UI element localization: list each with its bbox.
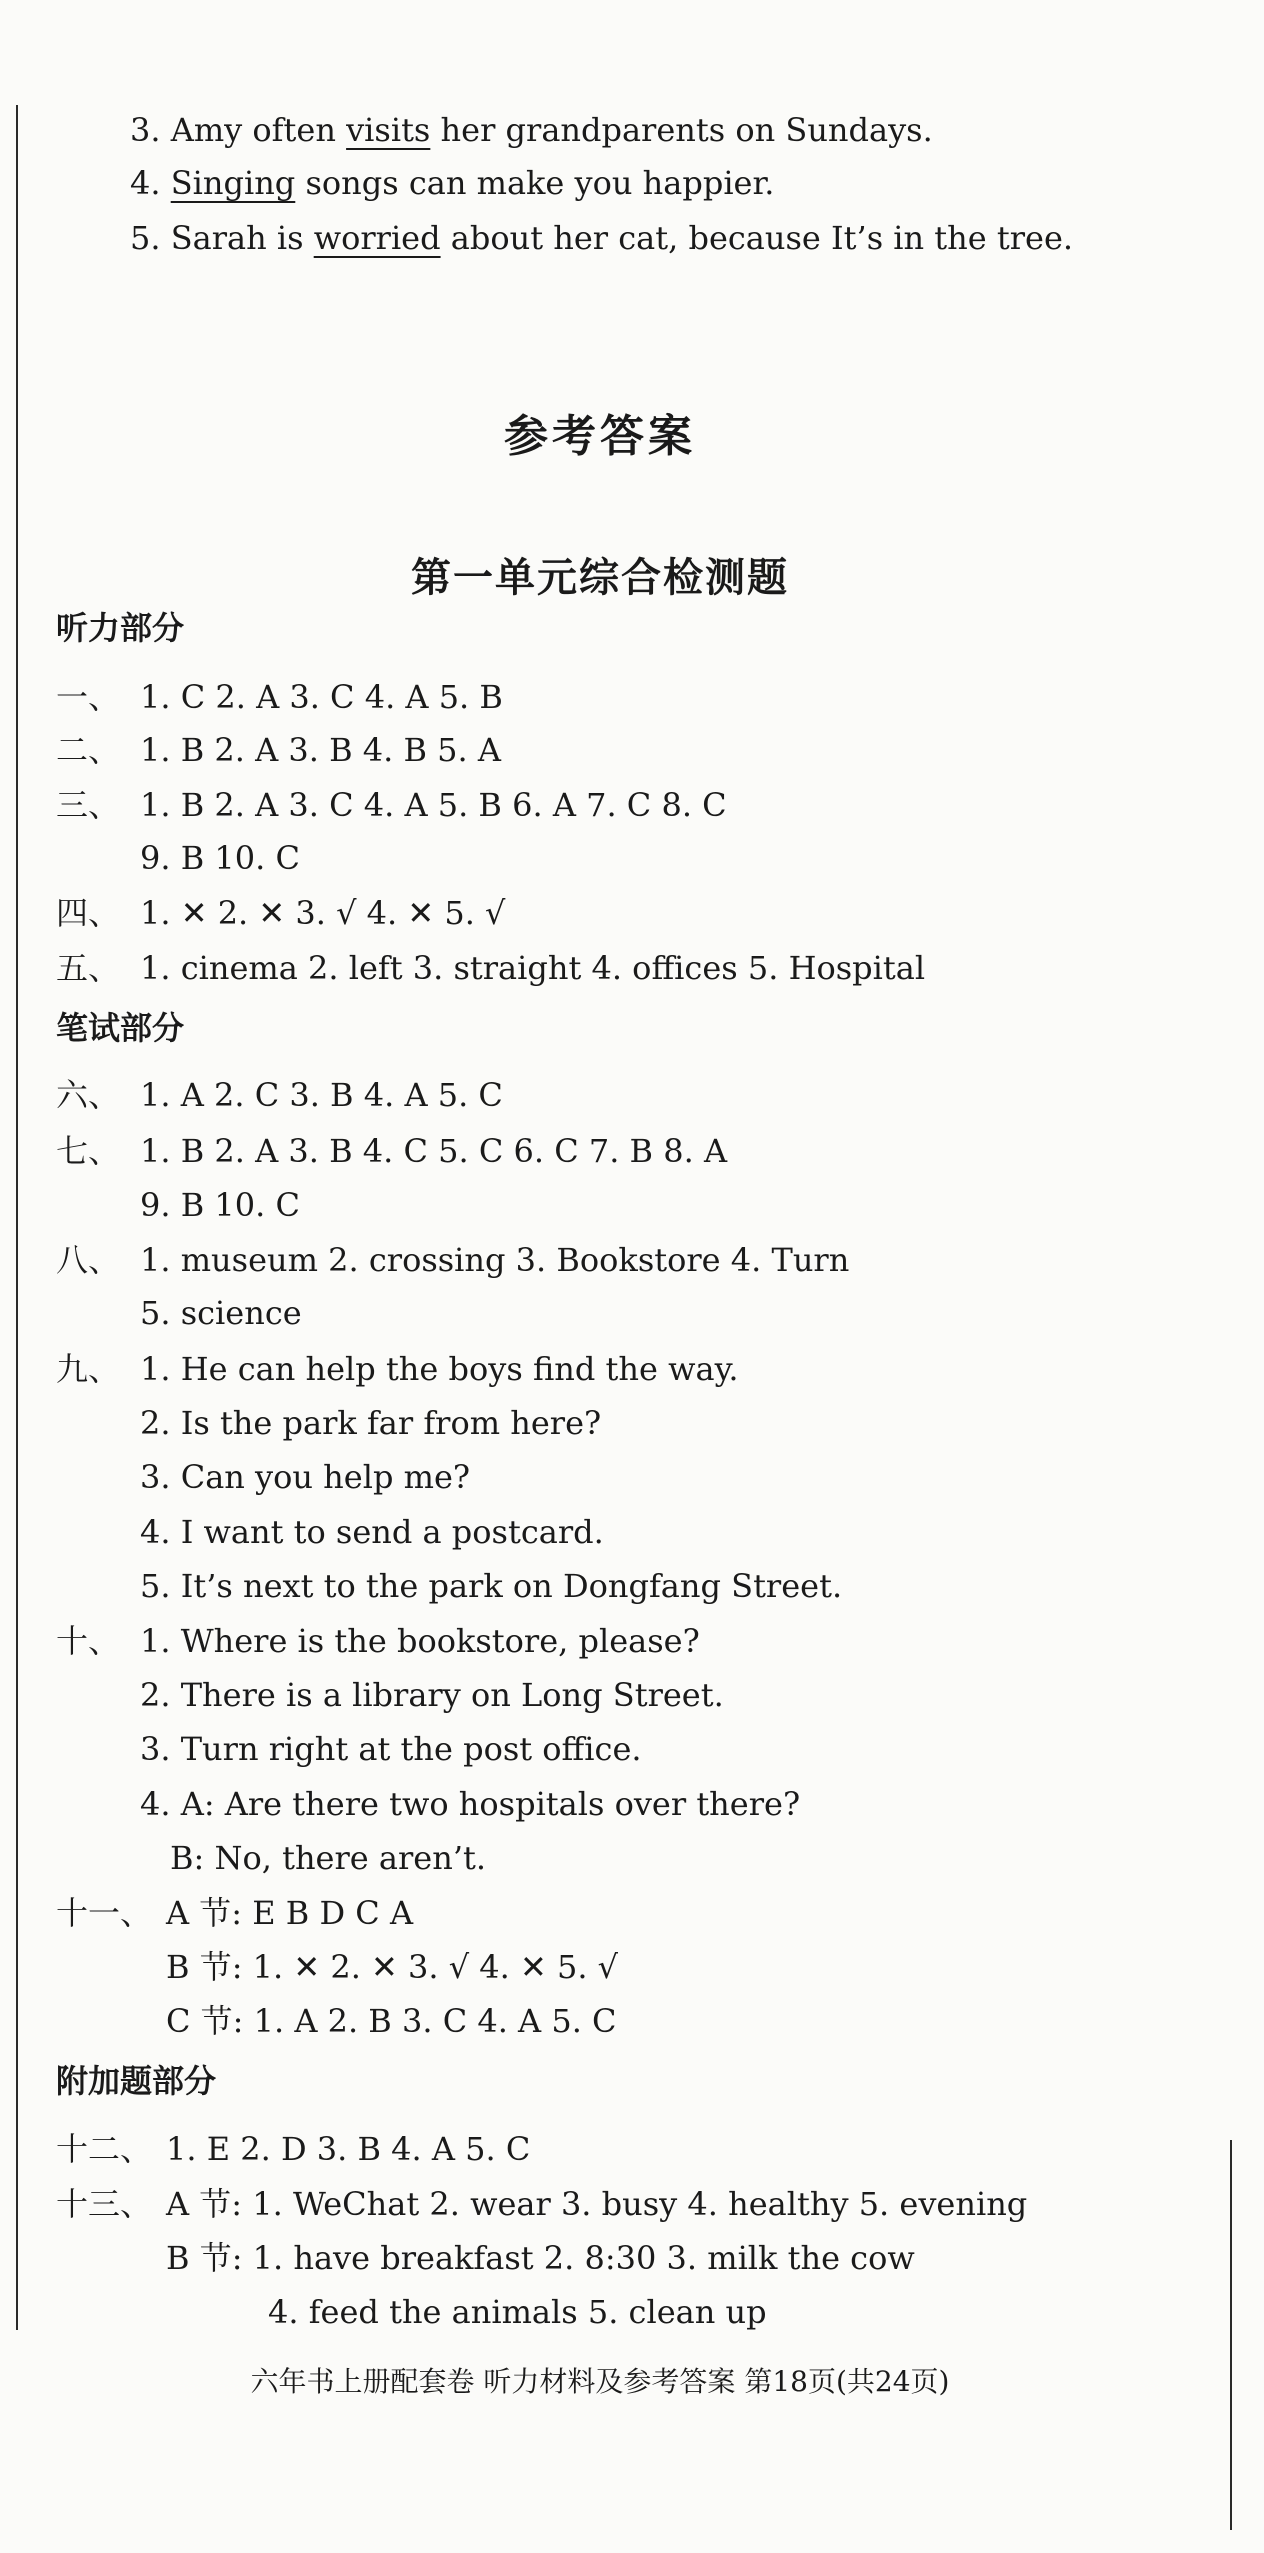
sentence-number: 5. — [130, 219, 161, 257]
question-label: 九、 — [56, 1350, 121, 1388]
answer-text: 1. Where is the bookstore, please? — [140, 1622, 700, 1660]
question-label: 十二、 — [56, 2130, 153, 2168]
sentence-number: 4. — [130, 164, 161, 202]
answer-row-9-line-4: 4. I want to send a postcard. — [140, 1513, 604, 1551]
answer-row-3-cont: 9. B 10. C — [140, 839, 300, 877]
underlined-word: Singing — [170, 164, 296, 202]
answer-row-9 — [56, 1349, 739, 1389]
answer-row-10-line-5: B: No, there aren’t. — [170, 1839, 487, 1877]
answer-row-8-cont: 5. science — [140, 1294, 302, 1332]
sentence-text: Sarah is — [170, 219, 314, 257]
answer-row-12 — [56, 2129, 530, 2169]
answer-row-11-c: C 节: 1. A 2. B 3. C 4. A 5. C — [166, 2002, 617, 2040]
section-extra: 附加题部分 — [56, 2062, 217, 2100]
question-label: 三、 — [56, 786, 121, 824]
answer-text: 1. B 2. A 3. B 4. B 5. A — [140, 731, 501, 769]
answer-row-10-line-3: 3. Turn right at the post office. — [140, 1730, 642, 1768]
underlined-word: visits — [346, 111, 431, 149]
question-label: 五、 — [56, 949, 121, 987]
answer-row-10 — [56, 1621, 700, 1661]
sentence-number: 3. — [130, 111, 161, 149]
question-label: 十、 — [56, 1622, 121, 1660]
answer-row-10-line-4: 4. A: Are there two hospitals over there? — [140, 1785, 801, 1823]
answer-row-5 — [56, 948, 925, 988]
right-margin-line — [1230, 2140, 1232, 2530]
answer-row-1 — [56, 677, 503, 717]
answer-row-2 — [56, 730, 501, 770]
question-label: 八、 — [56, 1241, 121, 1279]
answer-row-7 — [56, 1131, 727, 1171]
answer-text: A 节: E B D C A — [166, 1894, 414, 1932]
answer-text: 1. E 2. D 3. B 4. A 5. C — [166, 2130, 531, 2168]
answer-row-11-b: B 节: 1. ✕ 2. ✕ 3. √ 4. ✕ 5. √ — [166, 1948, 619, 1986]
answer-row-9-line-3: 3. Can you help me? — [140, 1458, 471, 1496]
answer-row-6 — [56, 1075, 503, 1115]
section-written: 笔试部分 — [56, 1009, 185, 1047]
sentence-text: about her cat, because It’s in the tree. — [440, 219, 1074, 257]
sentence-text: songs can make you happier. — [295, 164, 775, 202]
answer-row-13-b-cont: 4. feed the animals 5. clean up — [268, 2293, 767, 2331]
sentence-text: Amy often — [170, 111, 347, 149]
answer-text: 1. cinema 2. left 3. straight 4. offices 5. Hospital — [140, 949, 926, 987]
page-footer: 六年书上册配套卷 听力材料及参考答案 第18页(共24页) — [250, 2365, 950, 2398]
answer-row-8 — [56, 1240, 849, 1280]
answer-row-13 — [56, 2184, 1027, 2224]
question-label: 七、 — [56, 1132, 121, 1170]
answer-row-11 — [56, 1893, 413, 1933]
answer-row-10-line-2: 2. There is a library on Long Street. — [140, 1676, 724, 1714]
sentence-text: her grandparents on Sundays. — [430, 111, 933, 149]
answer-row-3 — [56, 785, 727, 825]
question-label: 十三、 — [56, 2185, 153, 2223]
question-label: 二、 — [56, 731, 121, 769]
section-listening: 听力部分 — [56, 609, 185, 647]
answer-row-9-line-5: 5. It’s next to the park on Dongfang Street. — [140, 1567, 843, 1605]
answer-text: 1. ✕ 2. ✕ 3. √ 4. ✕ 5. √ — [140, 894, 506, 932]
answer-row-13-b: B 节: 1. have breakfast 2. 8:30 3. milk the cow — [166, 2239, 915, 2277]
answer-text: 1. B 2. A 3. B 4. C 5. C 6. C 7. B 8. A — [140, 1132, 728, 1170]
question-label: 一、 — [56, 678, 121, 716]
sub-title: 第一单元综合检测题 — [411, 554, 789, 601]
sentence-3 — [130, 110, 933, 150]
answer-text: 1. A 2. C 3. B 4. A 5. C — [140, 1076, 503, 1114]
answer-text: A 节: 1. WeChat 2. wear 3. busy 4. healthy 5. evening — [166, 2185, 1028, 2223]
answer-text: 1. museum 2. crossing 3. Bookstore 4. Turn — [140, 1241, 850, 1279]
answer-row-9-line-2: 2. Is the park far from here? — [140, 1404, 602, 1442]
question-label: 十一、 — [56, 1894, 153, 1932]
main-title: 参考答案 — [504, 411, 696, 462]
answer-row-7-cont: 9. B 10. C — [140, 1186, 300, 1224]
question-label: 六、 — [56, 1076, 121, 1114]
answer-row-4 — [56, 893, 505, 933]
answer-text: 1. C 2. A 3. C 4. A 5. B — [140, 678, 503, 716]
underlined-word: worried — [313, 219, 441, 257]
sentence-5 — [130, 218, 1073, 258]
answer-text: 1. He can help the boys find the way. — [140, 1350, 739, 1388]
question-label: 四、 — [56, 894, 121, 932]
sentence-4 — [130, 163, 774, 203]
answer-text: 1. B 2. A 3. C 4. A 5. B 6. A 7. C 8. C — [140, 786, 727, 824]
